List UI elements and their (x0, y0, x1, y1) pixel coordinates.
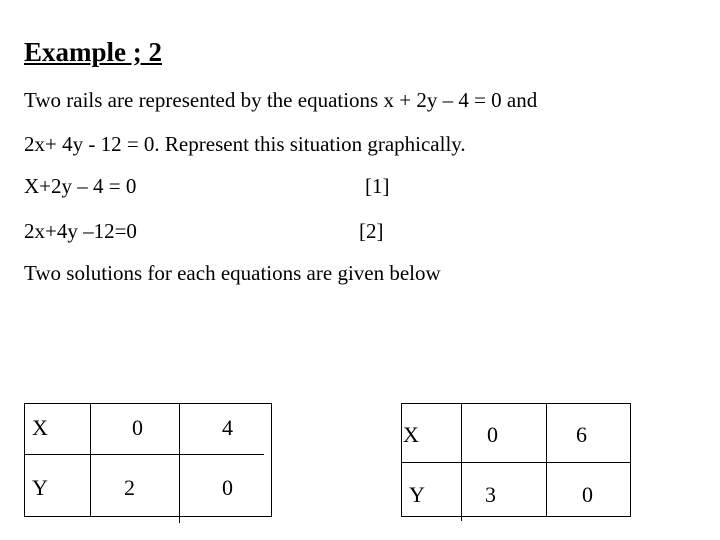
table-cell: 3 (485, 482, 496, 507)
table-row-label: X (403, 422, 419, 447)
table-divider (179, 403, 180, 523)
table-border (401, 516, 631, 517)
table-cell: 0 (582, 482, 593, 507)
problem-text-line-2: 2x+ 4y - 12 = 0. Represent this situation graphically. (24, 132, 466, 156)
solution-table-1 (24, 403, 272, 517)
table-row-label: X (32, 415, 48, 440)
table-border (24, 403, 272, 404)
problem-text-line-1: Two rails are represented by the equations x + 2y – 4 = 0 and (24, 88, 538, 112)
table-border (271, 403, 272, 517)
table-divider (90, 403, 91, 517)
solution-table-2 (401, 403, 631, 521)
table-cell: 6 (576, 422, 587, 447)
table-border (401, 403, 631, 404)
table-cell: 0 (222, 475, 233, 500)
example-title: Example ; 2 (24, 37, 162, 67)
table-divider (546, 403, 547, 517)
table-row-label: Y (409, 482, 425, 507)
table-border (24, 516, 272, 517)
equation-1: X+2y – 4 = 0 (24, 174, 137, 198)
table-border (401, 403, 402, 517)
table-cell: 0 (487, 422, 498, 447)
equation-1-tag: [1] (365, 174, 390, 198)
table-border (630, 403, 631, 517)
table-divider (401, 462, 631, 463)
table-cell: 2 (124, 475, 135, 500)
table-border (24, 403, 25, 517)
table-cell: 4 (222, 415, 233, 440)
table-row-label: Y (32, 475, 48, 500)
solutions-intro: Two solutions for each equations are given below (24, 261, 441, 285)
equation-2-tag: [2] (359, 219, 384, 243)
table-divider (24, 454, 264, 455)
table-cell: 0 (132, 415, 143, 440)
equation-2: 2x+4y –12=0 (24, 219, 137, 243)
